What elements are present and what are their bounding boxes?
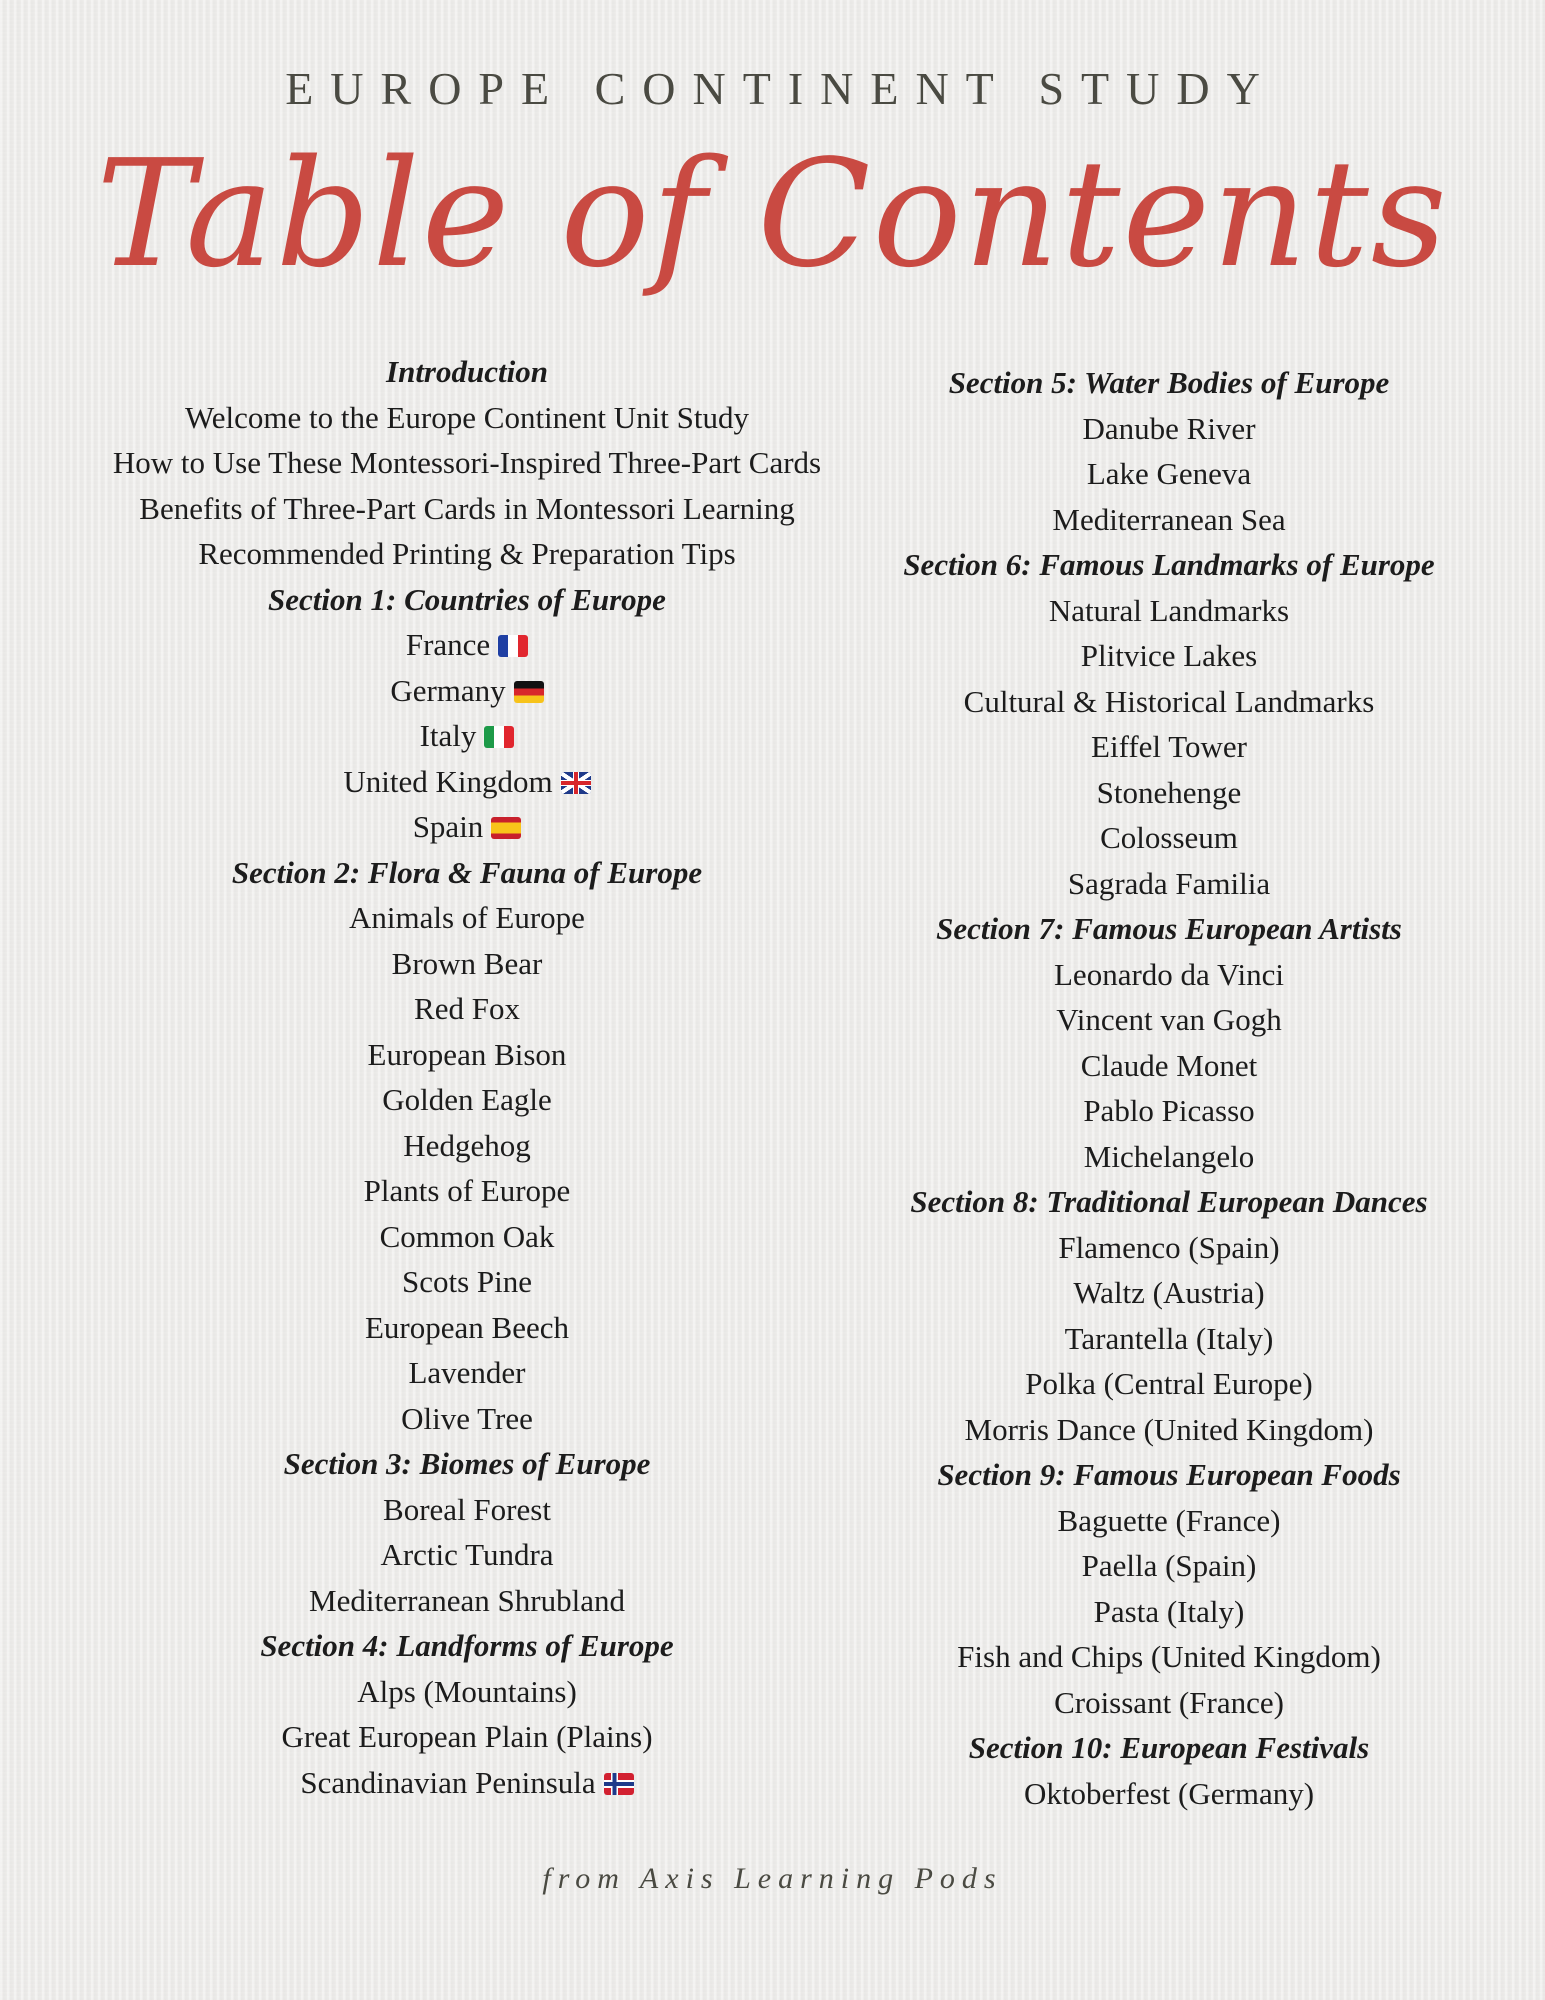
- toc-entry: [107, 1578, 827, 1624]
- entry-golden-eagle: Golden Eagle: [382, 1082, 552, 1117]
- entry-lavender: Lavender: [408, 1355, 526, 1390]
- flag-gb-icon: [561, 772, 591, 794]
- entry-colosseum: Colosseum: [1100, 820, 1238, 855]
- entry-plitvice-lakes: Plitvice Lakes: [1080, 638, 1258, 673]
- toc-section-heading: [809, 1452, 1529, 1498]
- toc-section-heading: [809, 360, 1529, 406]
- entry-welcome-to-the-europe-continent-unit-study: Welcome to the Europe Continent Unit Study: [184, 399, 750, 435]
- toc-entry: [107, 1305, 827, 1351]
- toc-entry: [809, 815, 1529, 861]
- toc-entry: [809, 1680, 1529, 1726]
- heading-section-1-countries-of-europe: Section 1: Countries of Europe: [268, 581, 666, 617]
- toc-entry: [809, 724, 1529, 770]
- toc-entry: [809, 1543, 1529, 1589]
- toc-entry: [809, 451, 1529, 497]
- toc-section-heading: [809, 542, 1529, 588]
- toc-entry: [107, 1350, 827, 1396]
- heading-section-3-biomes-of-europe: Section 3: Biomes of Europe: [283, 1446, 651, 1481]
- flag-fr-icon: [498, 635, 528, 657]
- entry-mediterranean-sea: Mediterranean Sea: [1052, 501, 1286, 537]
- toc-entry: [107, 486, 827, 532]
- entry-benefits-of-three-part-cards-in-montessori-learning: Benefits of Three-Part Cards in Montessori Learning: [139, 490, 795, 526]
- toc-left-column: [107, 349, 827, 1805]
- toc-entry: [107, 941, 827, 987]
- toc-section-heading: [809, 1179, 1529, 1225]
- heading-section-5-water-bodies-of-europe: Section 5: Water Bodies of Europe: [948, 365, 1390, 400]
- toc-entry: [809, 952, 1529, 998]
- toc-entry: [107, 622, 827, 668]
- entry-baguette-france: Baguette (France): [1057, 1502, 1281, 1538]
- entry-claude-monet: Claude Monet: [1080, 1047, 1258, 1083]
- toc-entry: [107, 1669, 827, 1715]
- entry-sagrada-familia: Sagrada Familia: [1067, 865, 1271, 901]
- entry-waltz-austria: Waltz (Austria): [1073, 1275, 1265, 1310]
- entry-danube-river: Danube River: [1082, 410, 1256, 446]
- toc-entry: [107, 1532, 827, 1578]
- heading-introduction: Introduction: [386, 354, 548, 389]
- toc-entry: [107, 440, 827, 486]
- entry-italy: Italy: [419, 718, 477, 753]
- page-title: Table of Contents: [96, 128, 1449, 300]
- toc-entry: [809, 1134, 1529, 1180]
- toc-entry: [809, 497, 1529, 543]
- toc-entry: [107, 1032, 827, 1078]
- toc-section-heading: [107, 1623, 827, 1669]
- entry-croissant-france: Croissant (France): [1054, 1684, 1284, 1720]
- heading-section-6-famous-landmarks-of-europe: Section 6: Famous Landmarks of Europe: [903, 547, 1435, 582]
- toc-entry: [107, 1760, 827, 1806]
- toc-section-heading: [809, 906, 1529, 952]
- toc-entry: [107, 1714, 827, 1760]
- entry-france: France: [405, 627, 491, 662]
- toc-entry: [107, 759, 827, 805]
- entry-spain: Spain: [412, 809, 484, 844]
- entry-recommended-printing-preparation-tips: Recommended Printing & Preparation Tips: [198, 536, 736, 571]
- toc-entry: [809, 1361, 1529, 1407]
- entry-vincent-van-gogh: Vincent van Gogh: [1056, 1002, 1282, 1037]
- entry-pablo-picasso: Pablo Picasso: [1083, 1093, 1255, 1128]
- entry-mediterranean-shrubland: Mediterranean Shrubland: [309, 1582, 625, 1618]
- entry-tarantella-italy: Tarantella (Italy): [1064, 1320, 1274, 1356]
- entry-fish-and-chips-united-kingdom: Fish and Chips (United Kingdom): [957, 1639, 1381, 1674]
- toc-entry: [107, 1259, 827, 1305]
- toc-entry: [809, 1043, 1529, 1089]
- toc-entry: [107, 1168, 827, 1214]
- entry-scots-pine: Scots Pine: [401, 1264, 533, 1299]
- toc-section-heading: [809, 1725, 1529, 1771]
- heading-section-4-landforms-of-europe: Section 4: Landforms of Europe: [260, 1628, 674, 1663]
- entry-natural-landmarks: Natural Landmarks: [1048, 592, 1290, 628]
- entry-plants-of-europe: Plants of Europe: [363, 1173, 571, 1208]
- entry-european-bison: European Bison: [367, 1036, 567, 1072]
- entry-scandinavian-peninsula: Scandinavian Peninsula: [300, 1764, 596, 1800]
- toc-entry: [809, 679, 1529, 725]
- toc-section-heading: [107, 850, 827, 896]
- entry-olive-tree: Olive Tree: [401, 1400, 533, 1436]
- toc-right-column: [809, 360, 1529, 1816]
- entry-oktoberfest-germany: Oktoberfest (Germany): [1023, 1775, 1315, 1811]
- heading-section-8-traditional-european-dances: Section 8: Traditional European Dances: [910, 1184, 1428, 1219]
- toc-entry: [809, 406, 1529, 452]
- toc-entry: [107, 1487, 827, 1533]
- entry-polka-central-europe: Polka (Central Europe): [1025, 1366, 1313, 1401]
- entry-arctic-tundra: Arctic Tundra: [380, 1537, 554, 1572]
- toc-entry: [107, 1214, 827, 1260]
- toc-entry: [107, 395, 827, 441]
- entry-brown-bear: Brown Bear: [391, 945, 543, 981]
- entry-united-kingdom: United Kingdom: [343, 763, 553, 799]
- toc-entry: [809, 997, 1529, 1043]
- toc-entry: [107, 804, 827, 850]
- toc-entry: [809, 1589, 1529, 1635]
- toc-entry: [809, 1270, 1529, 1316]
- flag-de-icon: [514, 681, 544, 703]
- entry-leonardo-da-vinci: Leonardo da Vinci: [1054, 956, 1284, 992]
- entry-common-oak: Common Oak: [379, 1218, 555, 1254]
- entry-animals-of-europe: Animals of Europe: [349, 900, 585, 935]
- entry-paella-spain: Paella (Spain): [1081, 1548, 1257, 1583]
- entry-boreal-forest: Boreal Forest: [383, 1491, 551, 1527]
- flag-no-icon: [604, 1773, 634, 1795]
- entry-germany: Germany: [390, 672, 506, 708]
- entry-stonehenge: Stonehenge: [1096, 774, 1242, 810]
- entry-flamenco-spain: Flamenco (Spain): [1058, 1229, 1280, 1265]
- toc-section-heading: [107, 1441, 827, 1487]
- heading-section-10-european-festivals: Section 10: European Festivals: [968, 1730, 1370, 1765]
- entry-michelangelo: Michelangelo: [1083, 1138, 1255, 1174]
- toc-entry: [809, 1634, 1529, 1680]
- entry-morris-dance-united-kingdom: Morris Dance (United Kingdom): [964, 1411, 1374, 1447]
- footer-credit: from Axis Learning Pods: [542, 1862, 1003, 1895]
- entry-eiffel-tower: Eiffel Tower: [1091, 729, 1247, 764]
- entry-great-european-plain-plains: Great European Plain (Plains): [281, 1719, 653, 1754]
- toc-entry: [809, 1771, 1529, 1817]
- entry-cultural-historical-landmarks: Cultural & Historical Landmarks: [963, 683, 1375, 719]
- toc-entry: [107, 895, 827, 941]
- heading-section-7-famous-european-artists: Section 7: Famous European Artists: [936, 911, 1402, 946]
- toc-entry: [809, 1407, 1529, 1453]
- entry-alps-mountains: Alps (Mountains): [357, 1673, 577, 1709]
- heading-section-2-flora-fauna-of-europe: Section 2: Flora & Fauna of Europe: [231, 854, 703, 890]
- toc-entry: [107, 668, 827, 714]
- toc-entry: [809, 633, 1529, 679]
- entry-european-beech: European Beech: [365, 1309, 569, 1345]
- toc-entry: [107, 1396, 827, 1442]
- entry-how-to-use-these-montessori-inspired-three-part-cards: How to Use These Montessori-Inspired Three-Part Cards: [112, 445, 822, 480]
- toc-entry: [809, 1498, 1529, 1544]
- toc-entry: [809, 770, 1529, 816]
- flag-it-icon: [484, 726, 514, 748]
- toc-entry: [107, 1123, 827, 1169]
- entry-pasta-italy: Pasta (Italy): [1093, 1593, 1245, 1629]
- toc-entry: [809, 1088, 1529, 1134]
- toc-entry: [107, 531, 827, 577]
- toc-entry: [107, 713, 827, 759]
- toc-entry: [107, 986, 827, 1032]
- toc-section-heading: [107, 577, 827, 623]
- entry-lake-geneva: Lake Geneva: [1086, 456, 1252, 491]
- entry-hedgehog: Hedgehog: [403, 1127, 531, 1163]
- toc-section-heading: [107, 349, 827, 395]
- toc-entry: [809, 588, 1529, 634]
- entry-red-fox: Red Fox: [414, 991, 520, 1026]
- heading-section-9-famous-european-foods: Section 9: Famous European Foods: [937, 1457, 1401, 1492]
- page-subtitle: EUROPE CONTINENT STUDY: [285, 63, 1277, 114]
- toc-entry: [809, 1225, 1529, 1271]
- toc-entry: [809, 1316, 1529, 1362]
- toc-entry: [107, 1077, 827, 1123]
- flag-es-icon: [491, 817, 521, 839]
- toc-entry: [809, 861, 1529, 907]
